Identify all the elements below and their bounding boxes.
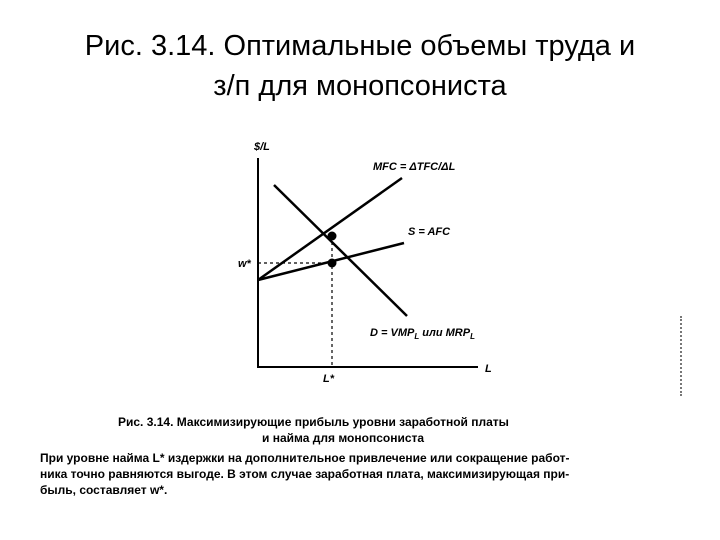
scan-artifact (680, 316, 684, 396)
mfc-label: MFC = ΔTFC/ΔL (373, 161, 456, 173)
y-axis-label: $/L (254, 141, 270, 153)
caption-body-line3: быль, составляет w*. (40, 483, 168, 497)
slide-title-line2: з/п для монопсониста (213, 70, 507, 102)
figure-caption (40, 414, 680, 498)
caption-title-text: Максимизирующие прибыль уровни заработной платы (176, 415, 509, 429)
caption-body-line1: При уровне найма L* издержки на дополнительное привлечение или сокращение работ- (40, 451, 570, 465)
slide-title-line1: Рис. 3.14. Оптимальные объемы труда и (84, 30, 636, 62)
demand-curve (274, 185, 407, 316)
caption-body (40, 450, 680, 498)
l-star-label: L* (323, 373, 334, 385)
demand-label-mid: или MRP (419, 327, 471, 339)
demand-label (370, 327, 475, 341)
demand-label-sub2: L (470, 332, 475, 341)
x-axis-label: L (485, 363, 492, 375)
demand-label-sub1: L (414, 332, 420, 341)
equilibrium-point (328, 259, 337, 268)
supply-label: S = AFC (408, 226, 451, 238)
caption-title-line1 (118, 414, 680, 430)
caption-fig-number: 3.14. (146, 415, 174, 429)
caption-fig-prefix: Рис. (118, 415, 144, 429)
caption-title-line2: и найма для монопсониста (262, 431, 425, 445)
caption-body-line2: ника точно равняются выгоде. В этом случае заработная плата, максимизирующая при- (40, 467, 570, 481)
demand-label-main: D = VMP (370, 327, 415, 339)
w-star-label: w* (238, 258, 251, 270)
mfc-demand-intersection (328, 232, 337, 241)
